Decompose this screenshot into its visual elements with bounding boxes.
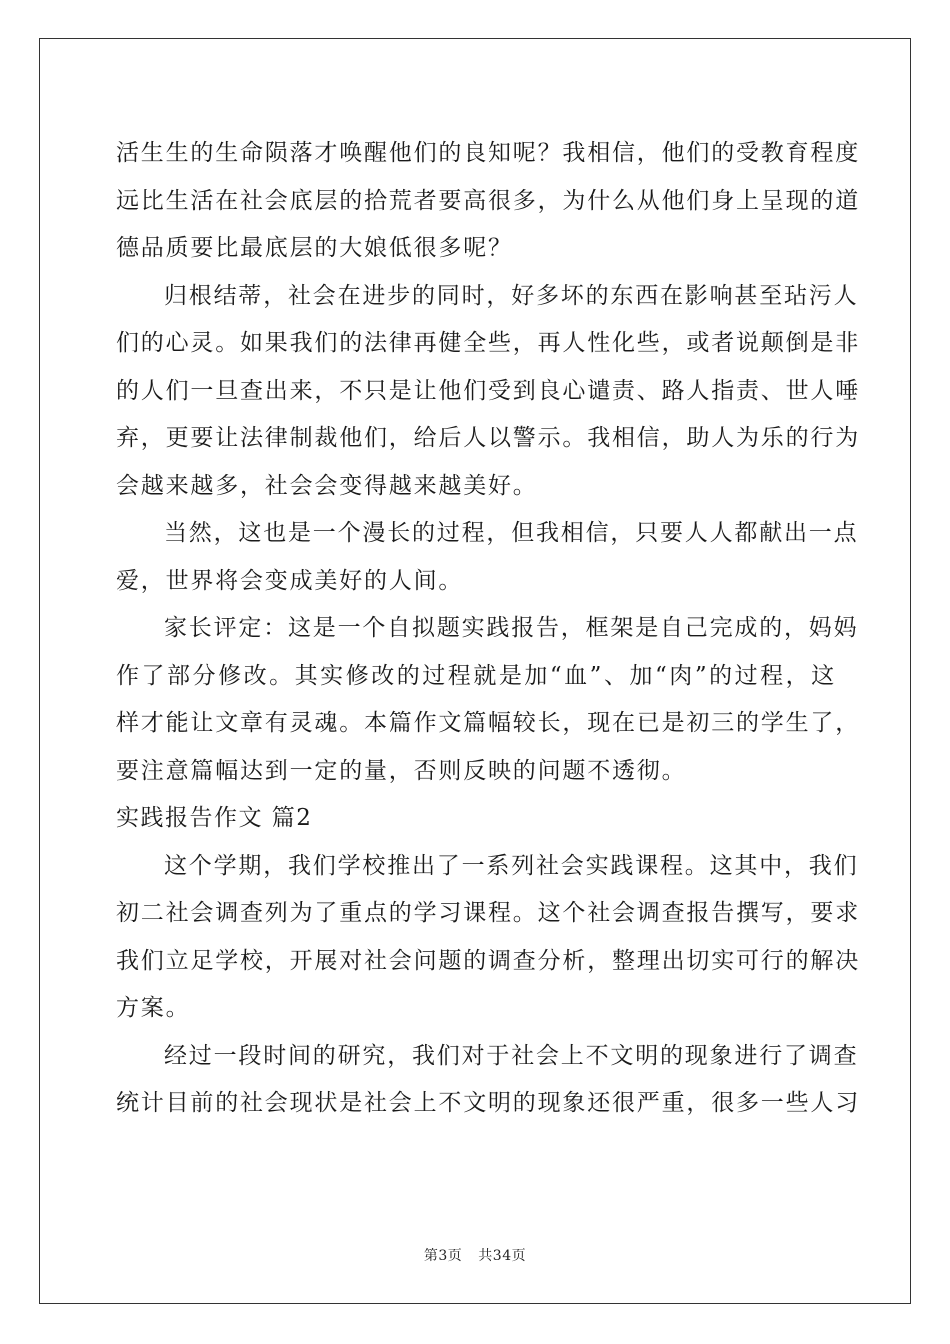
paragraph-research bbox=[116, 1033, 860, 1128]
page-number: 第3页 bbox=[423, 1248, 463, 1264]
text-line: 作了部分修改。其实修改的过程就是加“血”、加“肉”的过程，这 bbox=[116, 662, 836, 689]
text-line: 统计目前的社会现状是社会上不文明的现象还很严重，很多一些人习 bbox=[116, 1090, 860, 1116]
page-total: 共34页 bbox=[478, 1248, 527, 1264]
text-line: 弃，更要让法律制裁他们，给后人以警示。我相信，助人为乐的行为 bbox=[116, 425, 860, 451]
text-line: 我们立足学校，开展对社会问题的调查分析，整理出切实可行的解决 bbox=[116, 947, 860, 974]
text-line: 经过一段时间的研究，我们对于社会上不文明的现象进行了调查 bbox=[164, 1042, 859, 1069]
text-line: 家长评定：这是一个自拟题实践报告，框架是自己完成的，妈妈 bbox=[164, 615, 859, 641]
text-line: 归根结蒂，社会在进步的同时，好多坏的东西在影响甚至玷污人 bbox=[164, 282, 859, 309]
text-line: 当然，这也是一个漫长的过程，但我相信，只要人人都献出一点 bbox=[164, 520, 859, 546]
text-line: 会越来越多，社会会变得越来越美好。 bbox=[116, 472, 538, 499]
paragraph-continuation bbox=[116, 130, 860, 273]
section-heading: 实践报告作文 篇2 bbox=[116, 805, 313, 831]
paragraph-hope bbox=[116, 510, 859, 605]
paragraph-conclusion bbox=[116, 273, 860, 511]
text-line: 爱，世界将会变成美好的人间。 bbox=[116, 567, 464, 594]
text-line: 初二社会调查列为了重点的学习课程。这个社会调查报告撰写，要求 bbox=[116, 900, 860, 926]
document-body bbox=[116, 130, 860, 1128]
text-line: 这个学期，我们学校推出了一系列社会实践课程。这其中，我们 bbox=[164, 852, 859, 879]
text-line: 样才能让文章有灵魂。本篇作文篇幅较长，现在已是初三的学生了， bbox=[116, 710, 860, 736]
text-line: 远比生活在社会底层的拾荒者要高很多，为什么从他们身上呈现的道 bbox=[116, 187, 860, 214]
text-line: 要注意篇幅达到一定的量，否则反映的问题不透彻。 bbox=[116, 757, 687, 784]
paragraph-intro bbox=[116, 843, 860, 1033]
text-line: 德品质要比最底层的大娘低很多呢？ bbox=[116, 235, 513, 261]
page-footer bbox=[0, 1245, 950, 1265]
text-line: 的人们一旦查出来，不只是让他们受到良心谴责、路人指责、世人唾 bbox=[116, 377, 860, 404]
text-line: 方案。 bbox=[116, 995, 191, 1021]
text-line: 们的心灵。如果我们的法律再健全些，再人性化些，或者说颠倒是非 bbox=[116, 330, 860, 356]
paragraph-parent-comment bbox=[116, 605, 860, 795]
text-line: 活生生的生命陨落才唤醒他们的良知呢？我相信，他们的受教育程度 bbox=[116, 140, 860, 166]
